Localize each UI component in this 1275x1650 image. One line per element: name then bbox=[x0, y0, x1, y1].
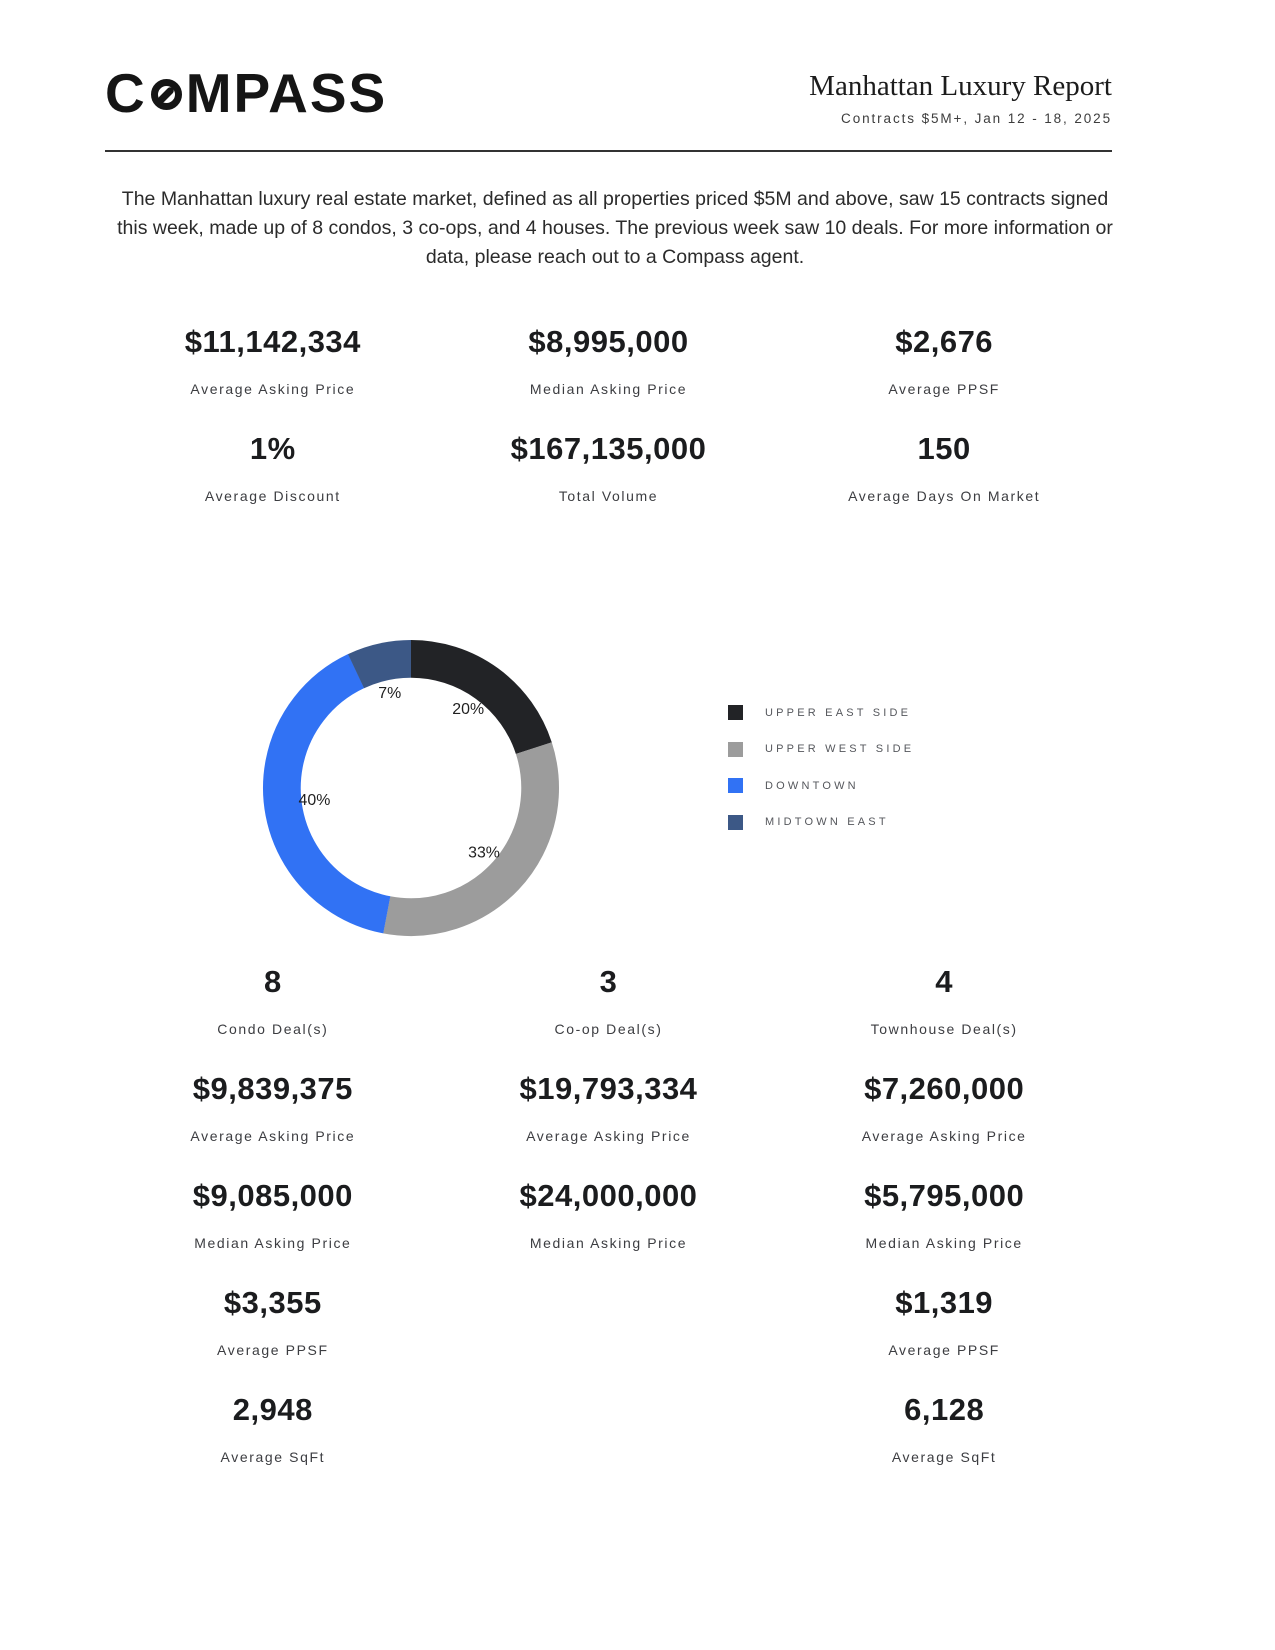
stat-value: $24,000,000 bbox=[519, 1178, 698, 1213]
stat-label: Average Asking Price bbox=[526, 1128, 691, 1144]
stat-label: Average Asking Price bbox=[190, 381, 356, 397]
neighborhood-share-chart-section bbox=[105, 639, 1112, 964]
compass-o-icon bbox=[151, 79, 182, 110]
legend-label: MIDTOWN EAST bbox=[765, 816, 889, 828]
stat-label: Average PPSF bbox=[888, 1342, 1000, 1358]
legend-swatch-icon bbox=[728, 742, 743, 757]
stat-value: 6,128 bbox=[904, 1392, 985, 1427]
stat-label: Average Discount bbox=[204, 488, 341, 504]
logo-letter-c: C bbox=[105, 62, 147, 124]
legend-item-upper-east-side bbox=[728, 705, 914, 720]
stat-value: 2,948 bbox=[232, 1392, 313, 1427]
stat-label: Median Asking Price bbox=[865, 1235, 1023, 1251]
stat-value: 8 bbox=[263, 964, 282, 999]
stat-label: Average Asking Price bbox=[190, 1128, 356, 1144]
legend-swatch-icon bbox=[728, 778, 743, 793]
svg-text:20%: 20% bbox=[452, 701, 485, 719]
legend-swatch-icon bbox=[728, 815, 743, 830]
report-header bbox=[105, 0, 1112, 126]
stat-average-days-on-market bbox=[776, 431, 1112, 538]
condo-median-asking-price bbox=[105, 1178, 441, 1285]
legend-swatch-icon bbox=[728, 705, 743, 720]
coop-average-ppsf-empty bbox=[441, 1285, 777, 1392]
coop-median-asking-price bbox=[441, 1178, 777, 1285]
legend-label: DOWNTOWN bbox=[765, 779, 859, 792]
stat-label: Average SqFt bbox=[220, 1449, 326, 1465]
legend-label: UPPER WEST SIDE bbox=[765, 743, 915, 755]
stat-value: $9,839,375 bbox=[192, 1071, 353, 1106]
stat-label: Condo Deal(s) bbox=[217, 1021, 329, 1037]
chart-legend bbox=[728, 705, 914, 851]
stat-label: Total Volume bbox=[558, 488, 659, 504]
stat-median-asking-price bbox=[441, 324, 777, 431]
svg-text:40%: 40% bbox=[298, 792, 331, 810]
stat-label: Average Days On Market bbox=[848, 488, 1041, 504]
stat-label: Median Asking Price bbox=[529, 381, 688, 397]
stat-value: 3 bbox=[599, 964, 618, 999]
stat-label: Median Asking Price bbox=[194, 1235, 352, 1251]
stat-label: Townhouse Deal(s) bbox=[870, 1021, 1018, 1037]
intro-paragraph: The Manhattan luxury real estate market, defined as all properties priced $5M and above, saw 15 contracts signed this week, made up of 8 condos, 3 co-ops, and 4 houses. The previous week saw 10 deals. For more information or data, please reach out to a Compass agent. bbox=[117, 188, 1113, 268]
page-subtitle: Contracts $5M+, Jan 12 - 18, 2025 bbox=[841, 111, 1112, 126]
condo-average-sqft bbox=[105, 1392, 441, 1499]
stat-value: 4 bbox=[935, 964, 954, 999]
stat-label: Average PPSF bbox=[217, 1342, 329, 1358]
stat-label: Average Asking Price bbox=[861, 1128, 1027, 1144]
coop-deal-count bbox=[441, 964, 777, 1071]
logo-letters-mpass: MPASS bbox=[185, 62, 388, 124]
svg-text:33%: 33% bbox=[468, 844, 500, 862]
svg-text:7%: 7% bbox=[378, 685, 402, 703]
condo-average-ppsf bbox=[105, 1285, 441, 1392]
stat-label: Average SqFt bbox=[891, 1449, 997, 1465]
stat-total-volume bbox=[441, 431, 777, 538]
page-title: Manhattan Luxury Report bbox=[809, 70, 1112, 102]
stat-label: Average PPSF bbox=[888, 381, 1000, 397]
stat-average-ppsf bbox=[776, 324, 1112, 431]
legend-label: UPPER EAST SIDE bbox=[765, 706, 912, 719]
stat-label: Median Asking Price bbox=[529, 1235, 688, 1251]
legend-item-upper-west-side bbox=[728, 742, 914, 757]
legend-item-midtown-east bbox=[728, 815, 914, 830]
stat-value: $1,319 bbox=[895, 1285, 994, 1320]
stat-value: $167,135,000 bbox=[510, 431, 707, 466]
stat-value: $11,142,334 bbox=[184, 324, 361, 359]
stat-value: $3,355 bbox=[223, 1285, 322, 1320]
condo-average-asking-price bbox=[105, 1071, 441, 1178]
stat-value: $9,085,000 bbox=[192, 1178, 353, 1213]
deals-grid bbox=[105, 964, 1112, 1499]
stat-value: $7,260,000 bbox=[864, 1071, 1025, 1106]
townhouse-median-asking-price bbox=[776, 1178, 1112, 1285]
stat-value: 1% bbox=[249, 431, 296, 466]
stat-average-asking-price bbox=[105, 324, 441, 431]
townhouse-average-asking-price bbox=[776, 1071, 1112, 1178]
stat-value: $5,795,000 bbox=[864, 1178, 1025, 1213]
stat-value: $2,676 bbox=[895, 324, 994, 359]
townhouse-deal-count bbox=[776, 964, 1112, 1071]
stat-value: $8,995,000 bbox=[528, 324, 689, 359]
condo-deal-count bbox=[105, 964, 441, 1071]
compass-logo bbox=[105, 62, 388, 124]
townhouse-average-sqft bbox=[776, 1392, 1112, 1499]
stat-average-discount bbox=[105, 431, 441, 538]
coop-average-asking-price bbox=[441, 1071, 777, 1178]
legend-item-downtown bbox=[728, 778, 914, 793]
stat-value: 150 bbox=[917, 431, 971, 466]
donut-chart bbox=[262, 639, 560, 937]
title-block bbox=[809, 66, 1112, 126]
townhouse-average-ppsf bbox=[776, 1285, 1112, 1392]
stat-label: Co-op Deal(s) bbox=[554, 1021, 663, 1037]
summary-stats bbox=[105, 324, 1112, 538]
stat-value: $19,793,334 bbox=[519, 1071, 698, 1106]
header-divider bbox=[105, 150, 1112, 152]
coop-average-sqft-empty bbox=[441, 1392, 777, 1499]
